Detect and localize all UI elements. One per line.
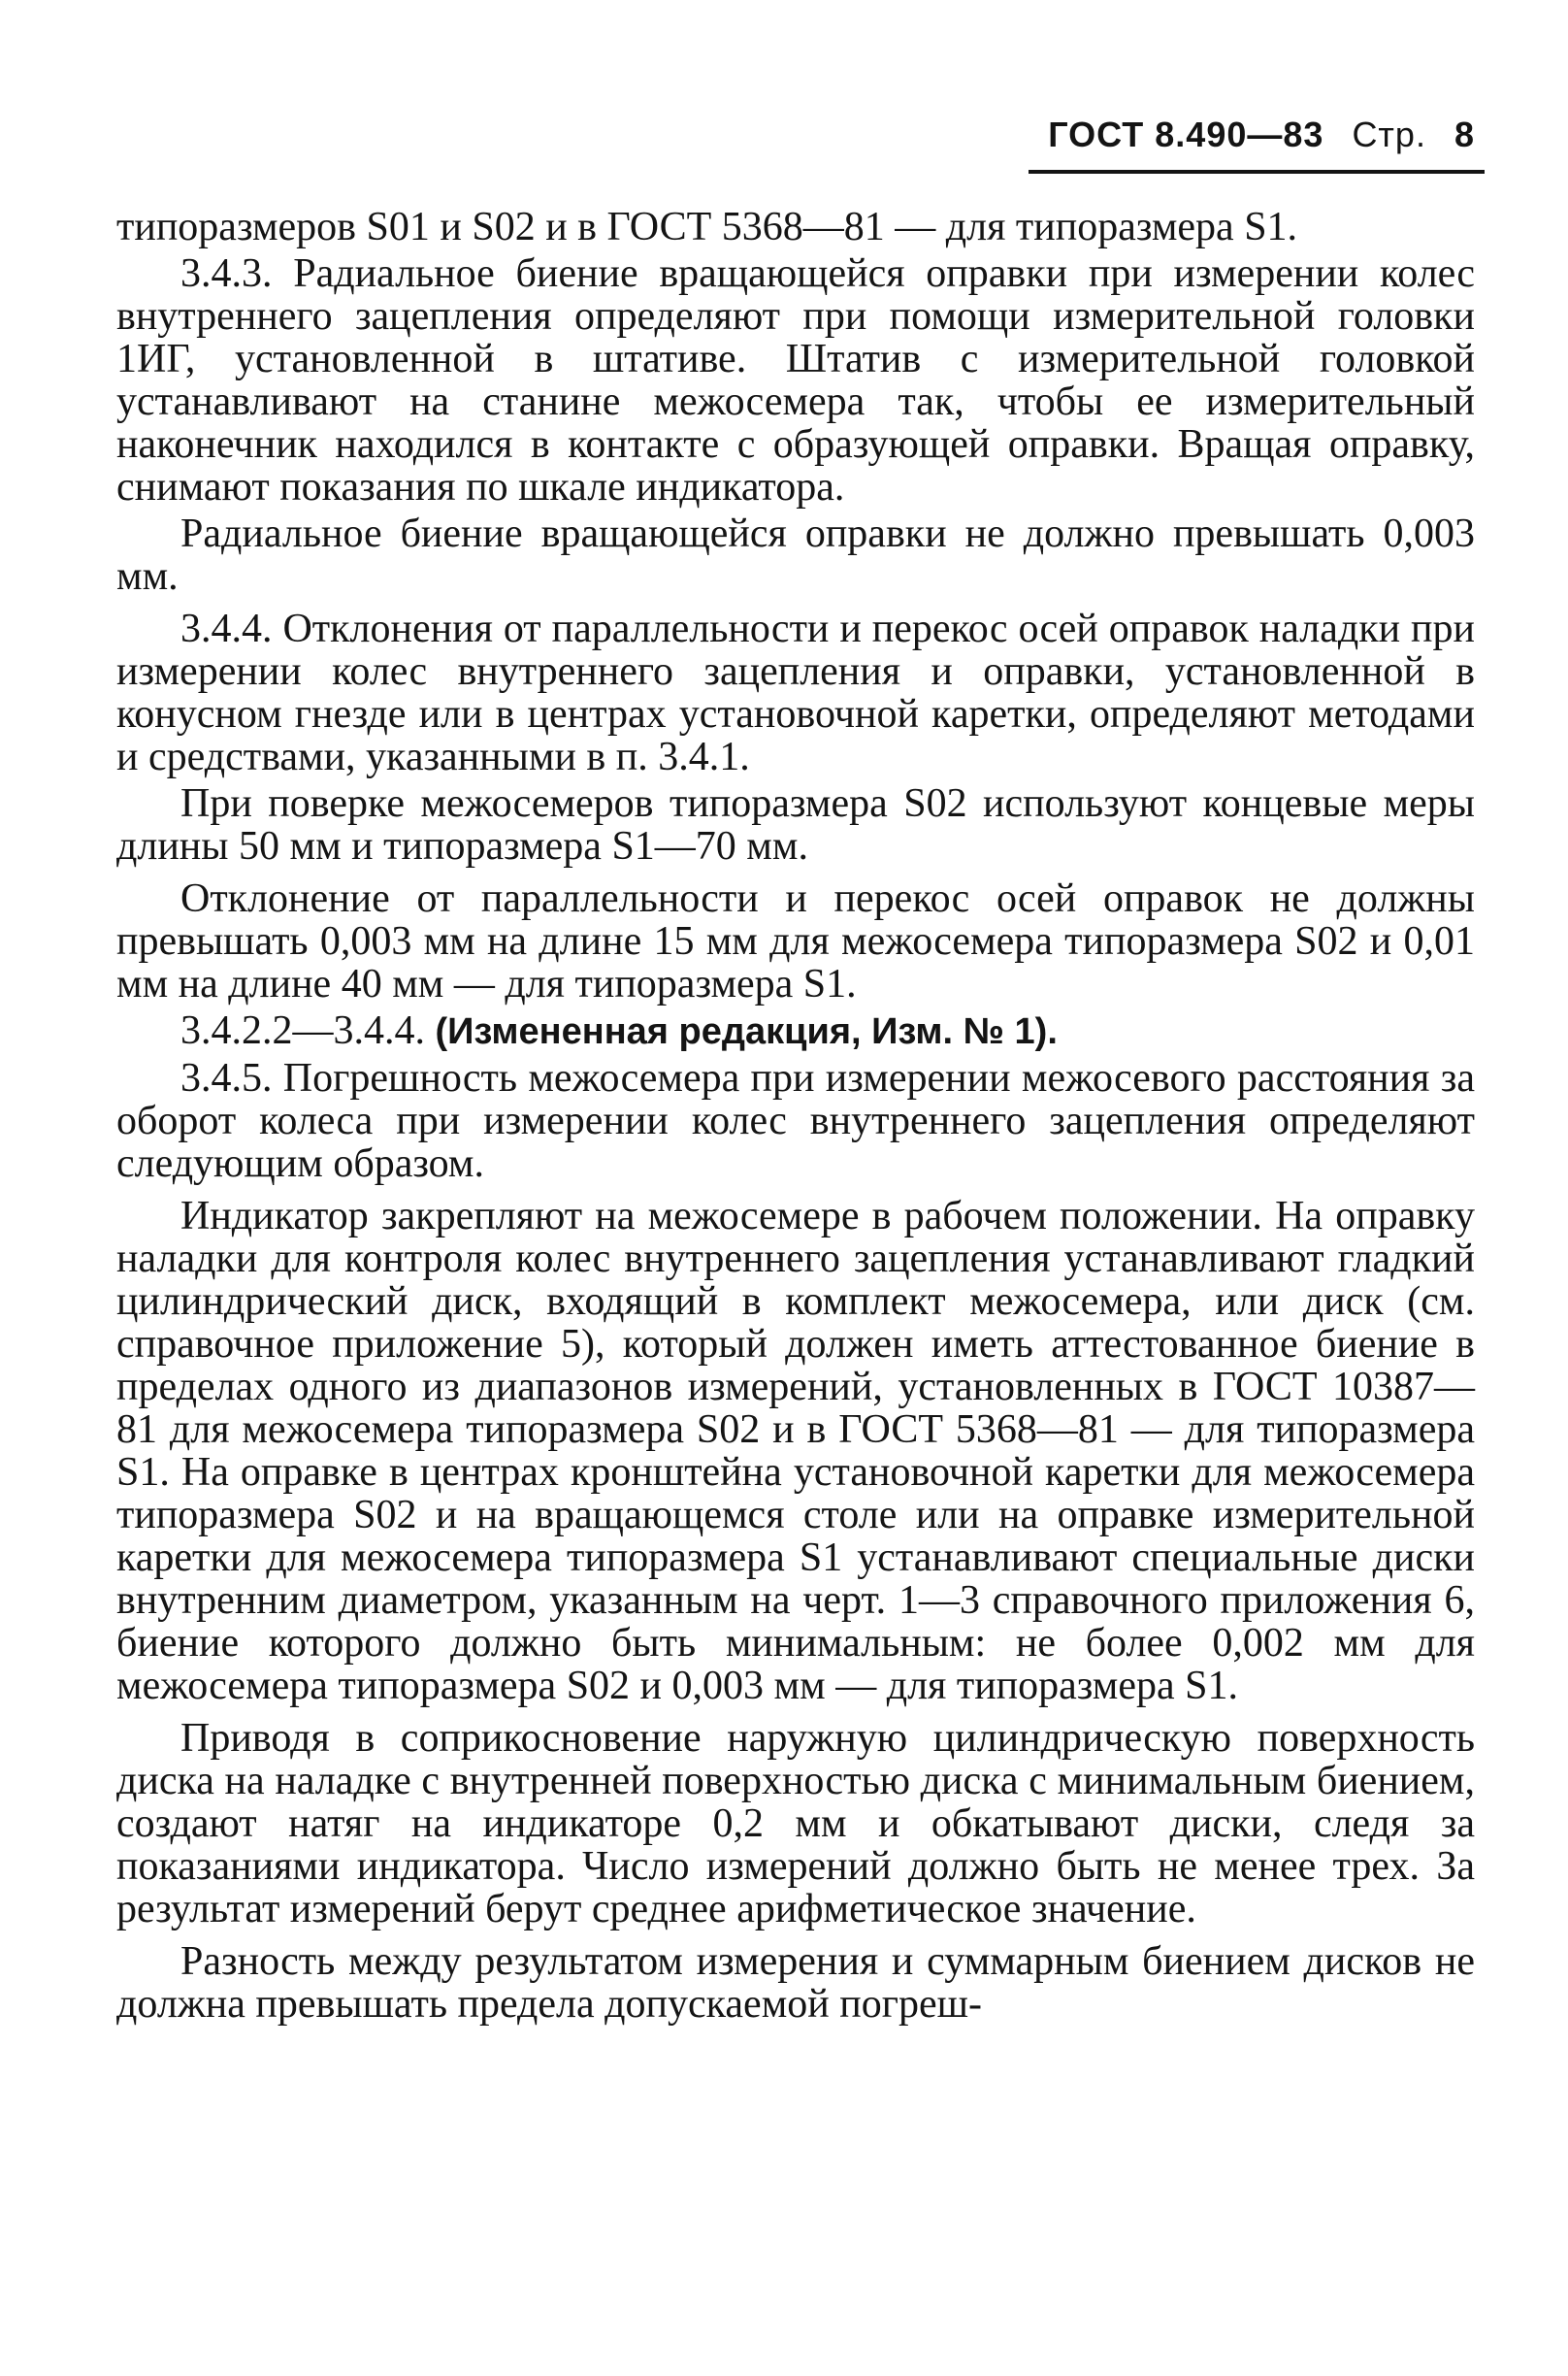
paragraph-gauge-blocks: При поверке межосемеров типоразмера S02 используют концевые меры длины 50 мм и типоразмера S1—70 мм.	[116, 781, 1475, 869]
paragraph-parallelism-limit: Отклонение от параллельности и перекос осей оправок не должны превышать 0,003 мм на длине 15 мм для межосемера типоразмера S02 и 0,01 мм на длине 40 мм — для типоразмера S1.	[116, 876, 1475, 1006]
document-body	[116, 206, 1475, 2030]
page-header	[1048, 115, 1475, 155]
paragraph-radial-runout-limit: Радиальное биение вращающейся оправки не должно превышать 0,003 мм.	[116, 512, 1475, 599]
paragraph-rolling-procedure: Приводя в соприкосновение наружную цилиндрическую поверхность диска на наладке с внутренней поверхностью диска с минимальным биением, создают натяг на индикаторе 0,2 мм и обкатывают диски, следя за показаниями индикатора. Число измерений должно быть не менее трех. За результат измерений берут среднее арифметическое значение.	[116, 1716, 1475, 1931]
amendment-note: (Измененная редакция, Изм. № 1).	[435, 1011, 1058, 1052]
header-divider	[1029, 170, 1485, 174]
paragraph-continuation: типоразмеров S01 и S02 и в ГОСТ 5368—81 — для типоразмера S1.	[116, 205, 1298, 249]
paragraph-3-4-5: 3.4.5. Погрешность межосемера при измерении межосевого расстояния за оборот колеса при измерении колес внутреннего зацепления определяют следующим образом.	[116, 1056, 1475, 1186]
amendment-range: 3.4.2.2—3.4.4.	[180, 1008, 425, 1053]
page-number: 8	[1454, 115, 1475, 154]
paragraph-3-4-3: 3.4.3. Радиальное биение вращающейся оправки при измерении колес внутреннего зацепления определяют при помощи измерительной головки 1ИГ, установленной в штативе. Штатив с измерительной головкой устанавливают на станине межосемера так, чтобы ее измерительный наконечник находился в контакте с образующей оправки. Вращая оправку, снимают показания по шкале индикатора.	[116, 251, 1475, 510]
paragraph-difference-limit: Разность между результатом измерения и суммарным биением дисков не должна превышать предела допускаемой погреш-	[116, 1939, 1475, 2027]
page-label: Стр.	[1352, 115, 1426, 154]
paragraph-indicator-setup: Индикатор закрепляют на межосемере в рабочем положении. На оправку наладки для контроля колес внутреннего зацепления устанавливают гладкий цилиндрический диск, входящий в комплект межосемера, или диск (см. справочное приложение 5), который должен иметь аттестованное биение в пределах одного из диапазонов измерений, установленных в ГОСТ 10387—81 для межосемера типоразмера S02 и в ГОСТ 5368—81 — для типоразмера S1. На оправке в центрах кронштейна установочной каретки для межосемера типоразмера S02 и на вращающемся столе или на оправке измерительной каретки для межосемера типоразмера S1 устанавливают специальные диски внутренним диаметром, указанным на черт. 1—3 справочного приложения 6, биение которого должно быть минимальным: не более 0,002 мм для межосемера типоразмера S02 и 0,003 мм — для типоразмера S1.	[116, 1194, 1475, 1708]
paragraph-3-4-4: 3.4.4. Отклонения от параллельности и перекос осей оправок наладки при измерении колес внутреннего зацепления и оправки, установленной в конусном гнезде или в центрах установочной каретки, определяют методами и средствами, указанными в п. 3.4.1.	[116, 607, 1475, 779]
paragraph-amendment	[116, 1009, 1475, 1053]
standard-number: ГОСТ 8.490—83	[1048, 115, 1324, 154]
